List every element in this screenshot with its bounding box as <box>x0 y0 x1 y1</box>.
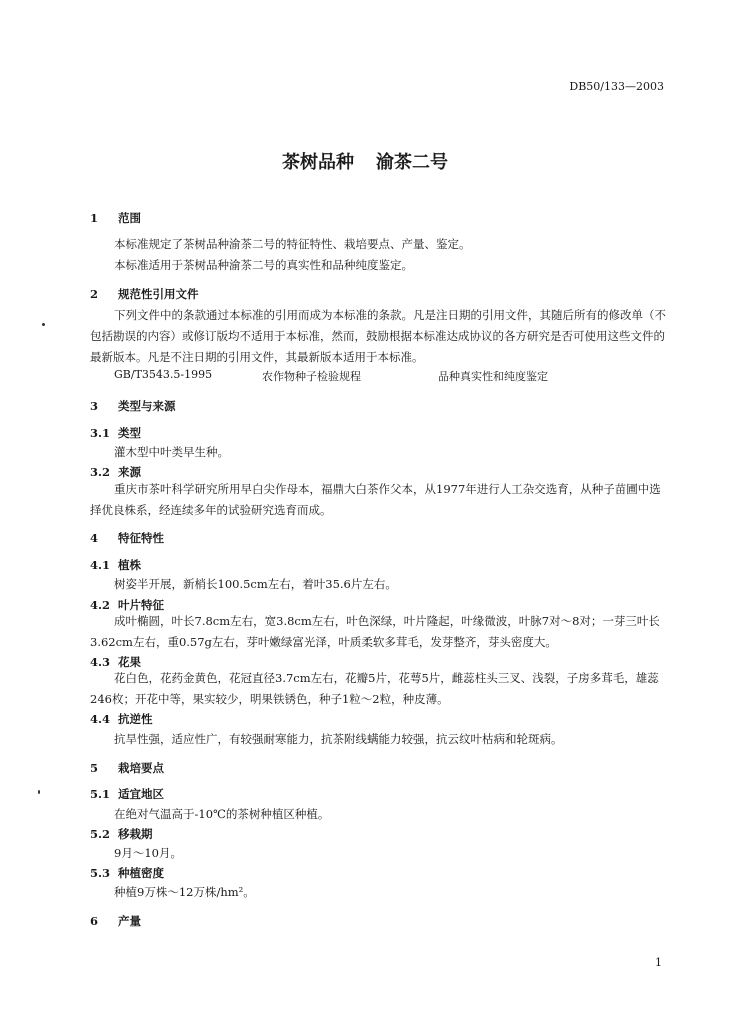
subsection-4-3-text: 花白色，花药金黄色，花冠直径3.7cm左右，花瓣5片，花萼5片，雌蕊柱头三叉、浅裂，子房多茸毛，雄蕊246枚；开花中等，果实较少，明果铁锈色，种子1粒～2粒，种皮薄。 <box>90 671 659 706</box>
subsection-title: 类型 <box>118 426 141 440</box>
section-number: 5 <box>90 761 99 775</box>
subsection-4-2-text: 成叶椭圆，叶长7.8cm左右，宽3.8cm左右，叶色深绿，叶片隆起，叶缘微波，叶脉7对～8对；一芽三叶长3.62cm左右，重0.57g左右，芽叶嫩绿富光泽，叶质柔软多茸毛，发芽整齐，芽头密度大。 <box>90 614 660 649</box>
scan-speck <box>38 790 40 794</box>
subsection-4-4-heading <box>90 711 153 727</box>
subsection-title: 花果 <box>118 655 141 669</box>
subsection-title: 来源 <box>118 465 141 479</box>
document-id: DB50/133—2003 <box>569 80 664 93</box>
subsection-3-1-text: 灌木型中叶类早生种。 <box>114 445 229 459</box>
subsection-number: 3.2 <box>90 465 111 479</box>
section-number: 3 <box>90 399 99 413</box>
scan-speck <box>42 323 45 326</box>
document-title <box>0 148 730 174</box>
section-1-heading <box>90 210 141 226</box>
subsection-5-3-text: 种植9万株～12万株/hm²。 <box>114 885 255 899</box>
section-title: 范围 <box>118 211 141 225</box>
title-part-2: 渝茶二号 <box>376 152 448 173</box>
subsection-number: 5.1 <box>90 787 111 801</box>
subsection-5-3-heading <box>90 865 164 881</box>
subsection-number: 5.2 <box>90 827 111 841</box>
subsection-5-2-heading <box>90 826 153 842</box>
subsection-3-2-heading <box>90 464 141 480</box>
title-part-1: 茶树品种 <box>282 152 354 173</box>
subsection-number: 4.3 <box>90 655 111 669</box>
subsection-number: 4.1 <box>90 558 111 572</box>
subsection-5-2-text: 9月～10月。 <box>114 846 182 860</box>
subsection-4-4-text: 抗旱性强，适应性广，有较强耐寒能力，抗茶附线螨能力较强，抗云纹叶枯病和轮斑病。 <box>114 732 563 746</box>
section-number: 1 <box>90 211 99 225</box>
section-3-heading <box>90 398 176 414</box>
subsection-number: 5.3 <box>90 866 111 880</box>
subsection-3-2-text: 重庆市茶叶科学研究所用早白尖作母本，福鼎大白茶作父本，从1977年进行人工杂交选育，从种子苗圃中选择优良株系，经连续多年的试验研究选育而成。 <box>90 482 661 517</box>
section-number: 6 <box>90 914 99 928</box>
subsection-5-1-heading <box>90 786 164 802</box>
section-number: 4 <box>90 531 99 545</box>
section-title: 类型与来源 <box>118 399 176 413</box>
section-title: 栽培要点 <box>118 761 164 775</box>
section-2-body: 下列文件中的条款通过本标准的引用而成为本标准的条款。凡是注日期的引用文件，其随后所有的修改单（不包括勘误的内容）或修订版均不适用于本标准，然而，鼓励根据本标准达成协议的各方研究是否可使用这些文件的最新版本。凡是不注日期的引用文件，其最新版本适用于本标准。 <box>90 308 666 364</box>
section-title: 产量 <box>118 914 141 928</box>
section-4-heading <box>90 530 164 546</box>
subsection-title: 叶片特征 <box>118 598 164 612</box>
section-number: 2 <box>90 287 99 301</box>
section-2-heading <box>90 286 199 302</box>
reference-subtitle: 品种真实性和纯度鉴定 <box>438 370 548 383</box>
subsection-3-1-heading <box>90 425 141 441</box>
section-6-heading <box>90 913 141 929</box>
section-title: 特征特性 <box>118 531 164 545</box>
subsection-title: 植株 <box>118 558 141 572</box>
subsection-5-1-text: 在绝对气温高于-10℃的茶树种植区种植。 <box>114 807 330 821</box>
subsection-title: 移栽期 <box>118 827 153 841</box>
subsection-title: 种植密度 <box>118 866 164 880</box>
subsection-number: 4.2 <box>90 598 111 612</box>
subsection-title: 抗逆性 <box>118 712 153 726</box>
reference-code: GB/T3543.5-1995 <box>114 368 213 381</box>
subsection-4-1-heading <box>90 557 141 573</box>
section-5-heading <box>90 760 164 776</box>
reference-title: 农作物种子检验规程 <box>262 370 361 383</box>
section-1-paragraph-1: 本标准规定了茶树品种渝茶二号的特征特性、栽培要点、产量、鉴定。 <box>114 237 471 251</box>
section-title: 规范性引用文件 <box>118 287 199 301</box>
subsection-number: 3.1 <box>90 426 111 440</box>
subsection-4-1-text: 树姿半开展，新梢长100.5cm左右，着叶35.6片左右。 <box>114 577 397 591</box>
section-1-paragraph-2: 本标准适用于茶树品种渝茶二号的真实性和品种纯度鉴定。 <box>114 258 413 272</box>
subsection-number: 4.4 <box>90 712 111 726</box>
subsection-title: 适宜地区 <box>118 787 164 801</box>
page-number: 1 <box>655 956 662 969</box>
